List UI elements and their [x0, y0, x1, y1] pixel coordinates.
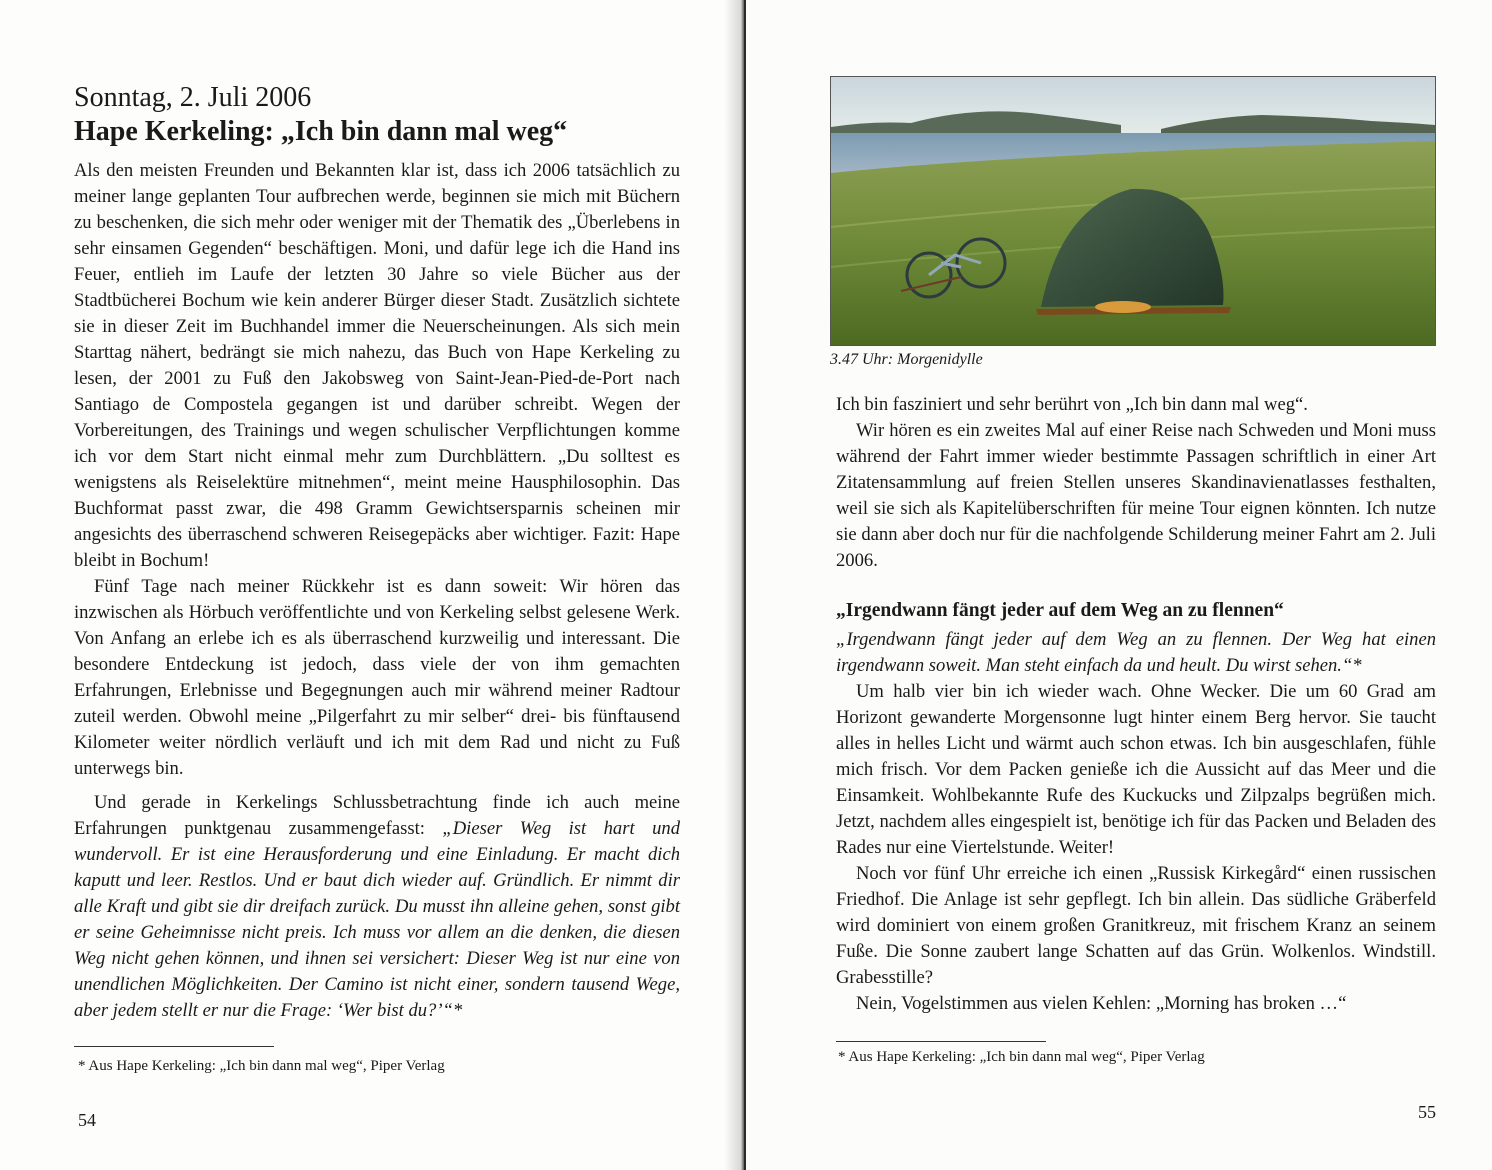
right-body-text-top	[836, 392, 1436, 574]
paragraph: Wir hören es ein zweites Mal auf einer Reise nach Schweden und Moni muss während der Fahrt immer wieder bestimmte Passagen schriftlich in einer Art Zitatensammlung auf freien Stellen unseres Skandinavienatlasses festhalten, weil sie sich als Kapitelüberschriften für meine Tour eignen könnten. Ich nutze sie dann aber doch nur für die nachfolgende Schilderung meiner Fahrt am 2. Juli 2006.	[836, 420, 1436, 571]
paragraph: Fünf Tage nach meiner Rückkehr ist es dann soweit: Wir hören das inzwischen als Hörbuch veröffentlichte und von Kerkeling selbst gelesene Werk. Von Anfang an erlebe ich es als überraschend kurzweilig und interessant. Die besondere Entdeckung ist jedoch, dass viele der von ihm gemachten Erfahrungen, Erlebnisse und Begegnungen auch mir während meiner Radtour zuteil werden. Obwohl meine „Pilgerfahrt zu mir selber“ drei- bis fünftausend Kilometer weiter nördlich verläuft und ich mit dem Rad und nicht zu Fuß unterwegs bin.	[74, 576, 680, 779]
photo-illustration	[831, 77, 1435, 345]
section-heading: „Irgendwann fängt jeder auf dem Weg an zu flennen“	[836, 600, 1284, 621]
footnote: * Aus Hape Kerkeling: „Ich bin dann mal weg“, Piper Verlag	[78, 1058, 445, 1074]
right-body-text-bottom	[836, 627, 1436, 1017]
photo-caption: 3.47 Uhr: Morgenidylle	[830, 351, 983, 368]
paragraph: Als den meisten Freunden und Bekannten klar ist, dass ich 2006 tatsächlich zu meiner lange geplanten Tour aufbrechen werde, beginnen sie mich mit Büchern zu beschenken, die sich mehr oder weniger mit der Thematik des „Überlebens in sehr einsamen Gegenden“ beschäftigen. Moni, und dafür lege ich die Hand ins Feuer, entlieh im Laufe der letzten 30 Jahre so viele Bücher aus der Stadtbücherei Bochum wie kein anderer Bürger dieser Stadt. Zusätzlich sichtete sie in dieser Zeit im Buchhandel immer die Neuerscheinungen. Als sich mein Starttag nähert, bedrängt sie mich nahezu, das Buch von Hape Kerkeling zu lesen, der 2001 zu Fuß den Jakobsweg von Saint-Jean-Pied-de-Port nach Santiago de Compostela gegangen ist und darüber schreibt. Wegen der Vorbereitungen, des Trainings und wegen schulischer Verpflichtungen komme ich vor dem Start nicht einmal mehr zum Durchblättern. „Du solltest es wenigstens als Reiselektüre mitnehmen“, meint meine Hausphilosophin. Das Buchformat passt zwar, die 498 Gramm Gewichtsersparnis scheinen mir angesichts des überraschend schweren Reisegepäcks aber wichtiger. Fazit: Hape bleibt in Bochum!	[74, 160, 680, 571]
paragraph-intro: Und gerade in Kerkelings Schlussbetrachtung finde ich auch meine Erfahrungen punktgenau zusammengefasst:	[74, 792, 680, 839]
chapter-title: Hape Kerkeling: „Ich bin dann mal weg“	[74, 116, 568, 147]
paragraph-with-quote	[74, 790, 680, 1024]
kerkeling-quote: „Dieser Weg ist hart und wundervoll. Er ist eine Herausforderung und eine Einladung. Er macht dich kaputt und leer. Restlos. Und er baut dich wieder auf. Gründlich. Er nimmt dir alle Kraft und gibt sie dir dreifach zurück. Du musst ihn alleine gehen, sonst gibt er seine Geheimnisse nicht preis. Ich muss vor allem an die denken, die diesen Weg nicht gehen können, und ihnen sei versichert: Dieser Weg ist nur eine von unendlichen Möglichkeiten. Der Camino ist nicht einer, sondern tausend Wege, aber jedem stellt er nur die Frage: ‘Wer bist du?’“*	[74, 818, 680, 1021]
chapter-date: Sonntag, 2. Juli 2006	[74, 82, 312, 113]
page-number: 54	[78, 1110, 96, 1130]
section-quote: „Irgendwann fängt jeder auf dem Weg an zu flennen. Der Weg hat einen irgendwann soweit. Man steht einfach da und heult. Du wirst sehen.“*	[836, 629, 1436, 676]
tent-landscape-photo	[830, 76, 1436, 346]
paragraph: Nein, Vogelstimmen aus vielen Kehlen: „Morning has broken …“	[856, 993, 1347, 1014]
footnote-rule	[836, 1041, 1046, 1042]
footnote-rule	[74, 1046, 274, 1047]
left-body-text	[74, 158, 680, 1024]
page-number: 55	[1418, 1102, 1436, 1122]
paragraph: Noch vor fünf Uhr erreiche ich einen „Russisk Kirkegård“ einen russischen Friedhof. Die Anlage ist sehr gepflegt. Ich bin allein. Das südliche Gräberfeld wird dominiert von einem großen Granitkreuz, mit frischem Kranz an seinem Fuße. Die Sonne zaubert lange Schatten auf das Grün. Wolkenlos. Windstill. Grabesstille?	[836, 863, 1436, 988]
paragraph: Ich bin fasziniert und sehr berührt von „Ich bin dann mal weg“.	[836, 394, 1308, 415]
footnote: * Aus Hape Kerkeling: „Ich bin dann mal weg“, Piper Verlag	[838, 1049, 1205, 1065]
paragraph: Um halb vier bin ich wieder wach. Ohne Wecker. Die um 60 Grad am Horizont gewanderte Morgensonne lugt hinter einem Berg hervor. Sie taucht alles in helles Licht und wärmt auch schon etwas. Ich bin ausgeschlafen, fühle mich frisch. Vor dem Packen genieße ich die Aussicht auf das Meer und die Einsamkeit. Wohlbekannte Rufe des Kuckucks und Zilpzalps begrüßen mich. Jetzt, nachdem alles eingespielt ist, benötige ich für das Packen und Beladen des Rades nur eine Viertelstunde. Weiter!	[836, 681, 1436, 858]
